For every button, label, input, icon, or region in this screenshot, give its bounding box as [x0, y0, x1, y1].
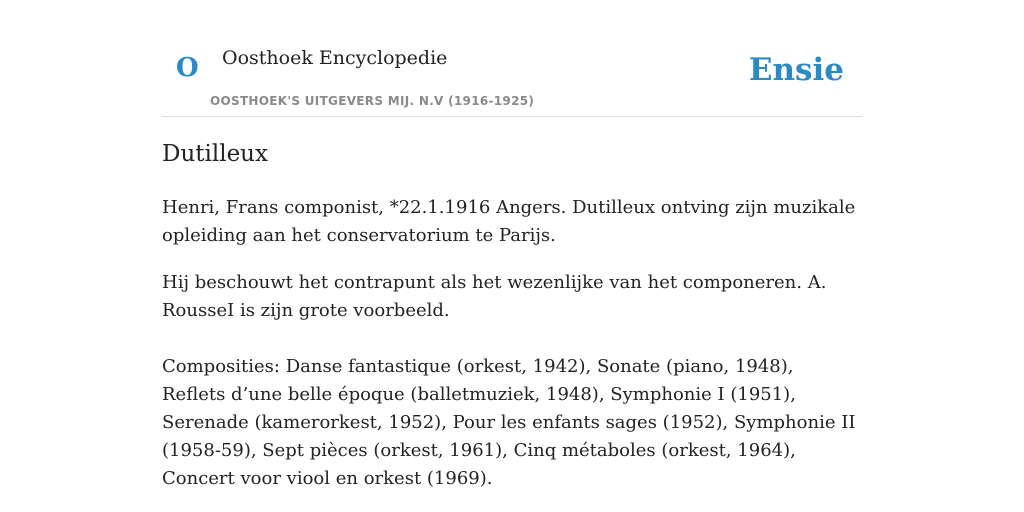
article-paragraph: Hij beschouwt het contrapunt als het wezenlijke van het componeren. A. RousseI is zijn grote voorbeeld.	[162, 272, 827, 321]
publisher-subtitle: OOSTHOEK'S UITGEVERS MIJ. N.V (1916-1925)	[210, 94, 535, 108]
compositions-paragraph: Composities: Danse fantastique (orkest, 1942), Sonate (piano, 1948), Reflets d’une belle époque (balletmuziek, 1948), Symphonie I (1951), Serenade (kamerorkest, 1952), Pour les enfants sages (1952), Symphonie II (1958-59), Sept pièces (orkest, 1961), Cinq métaboles (orkest, 1964), Concert voor viool en orkest (1969).	[162, 356, 856, 489]
site-title[interactable]: Oosthoek Encyclopedie	[222, 47, 448, 69]
article	[162, 138, 862, 493]
page	[162, 0, 862, 512]
article-title: Dutilleux	[162, 141, 268, 167]
site-header	[162, 0, 862, 117]
ensie-brand-link[interactable]: Ensie	[748, 52, 844, 88]
logo-letter[interactable]: O	[176, 53, 199, 83]
article-paragraph: Henri, Frans componist, *22.1.1916 Angers. Dutilleux ontving zijn muzikale opleiding aan het conservatorium te Parijs.	[162, 197, 856, 246]
